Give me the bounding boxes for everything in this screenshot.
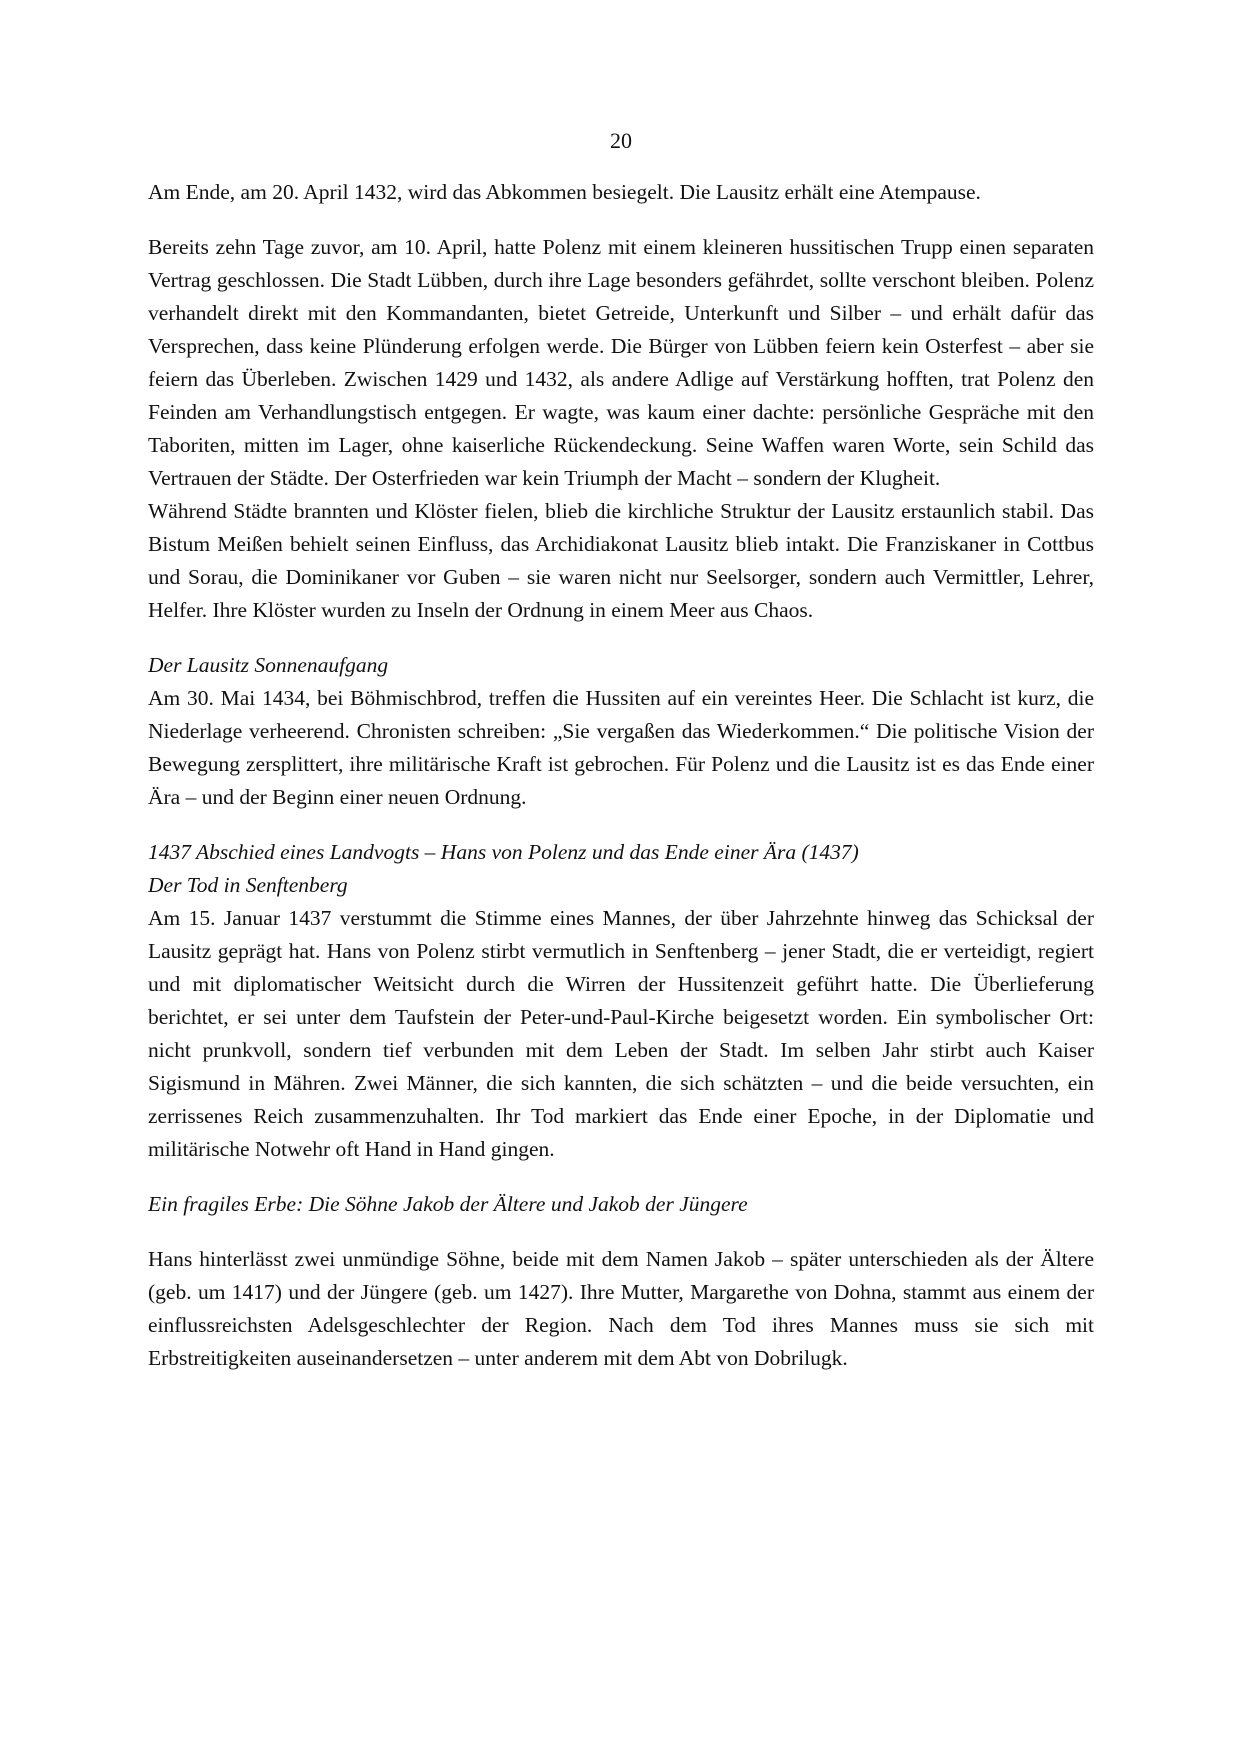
paragraph-3: Während Städte brannten und Klöster fielen, blieb die kirchliche Struktur der Lausitz erstaunlich stabil. Das Bistum Meißen behielt seinen Einfluss, das Archidiakonat Lausitz blieb intakt. Die Franziskaner in Cottbus und Sorau, die Dominikaner vor Guben – sie waren nicht nur Seelsorger, sondern auch Vermittler, Lehrer, Helfer. Ihre Klöster wurden zu Inseln der Ordnung in einem Meer aus Chaos. xyxy=(148,499,1094,622)
page-number: 20 xyxy=(610,128,632,153)
paragraph-1: Am Ende, am 20. April 1432, wird das Abkommen besiegelt. Die Lausitz erhält eine Atempause. xyxy=(148,180,981,204)
section-heading-abschied: 1437 Abschied eines Landvogts – Hans von Polenz und das Ende einer Ära (1437) xyxy=(148,840,859,864)
paragraph-2: Bereits zehn Tage zuvor, am 10. April, hatte Polenz mit einem kleineren hussitischen Trupp einen separaten Vertrag geschlossen. Die Stadt Lübben, durch ihre Lage besonders gefährdet, sollte verschont bleiben. Polenz verhandelt direkt mit den Kommandanten, bietet Getreide, Unterkunft und Silber – und erhält dafür das Versprechen, dass keine Plünderung erfolgen werde. Die Bürger von Lübben feiern kein Osterfest – aber sie feiern das Überleben. Zwischen 1429 und 1432, als andere Adlige auf Verstärkung hofften, trat Polenz den Feinden am Verhandlungstisch entgegen. Er wagte, was kaum einer dachte: persönliche Gespräche mit den Taboriten, mitten im Lager, ohne kaiserliche Rückendeckung. Seine Waffen waren Worte, sein Schild das Vertrauen der Städte. Der Osterfrieden war kein Triumph der Macht – sondern der Klugheit. xyxy=(148,235,1094,490)
paragraph-4: Am 30. Mai 1434, bei Böhmischbrod, treffen die Hussiten auf ein vereintes Heer. Die Schlacht ist kurz, die Niederlage verheerend. Chronisten schreiben: „Sie vergaßen das Wiederkommen.“ Die politische Vision der Bewegung zersplittert, ihre militärische Kraft ist gebrochen. Für Polenz und die Lausitz ist es das Ende einer Ära – und der Beginn einer neuen Ordnung. xyxy=(148,686,1094,809)
paragraph-6: Hans hinterlässt zwei unmündige Söhne, beide mit dem Namen Jakob – später unterschieden als der Ältere (geb. um 1417) und der Jüngere (geb. um 1427). Ihre Mutter, Margarethe von Dohna, stammt aus einem der einflussreichsten Adelsgeschlechter der Region. Nach dem Tod ihres Mannes muss sie sich mit Erbstreitigkeiten auseinandersetzen – unter anderem mit dem Abt von Dobrilugk. xyxy=(148,1247,1094,1370)
subheading-tod-senftenberg: Der Tod in Senftenberg xyxy=(148,873,348,897)
paragraph-5: Am 15. Januar 1437 verstummt die Stimme eines Mannes, der über Jahrzehnte hinweg das Schicksal der Lausitz geprägt hat. Hans von Polenz stirbt vermutlich in Senftenberg – jener Stadt, die er verteidigt, regiert und mit diplomatischer Weitsicht durch die Wirren der Hussitenzeit geführt hatte. Die Überlieferung berichtet, er sei unter dem Taufstein der Peter-und-Paul-Kirche beigesetzt worden. Ein symbolischer Ort: nicht prunkvoll, sondern tief verbunden mit dem Leben der Stadt. Im selben Jahr stirbt auch Kaiser Sigismund in Mähren. Zwei Männer, die sich kannten, die sich schätzten – und die beide versuchten, ein zerrissenes Reich zusammenzuhalten. Ihr Tod markiert das Ende einer Epoche, in der Diplomatie und militärische Notwehr oft Hand in Hand gingen. xyxy=(148,906,1094,1161)
section-heading-erbe: Ein fragiles Erbe: Die Söhne Jakob der Ältere und Jakob der Jüngere xyxy=(148,1192,748,1216)
section-heading-sonnenaufgang: Der Lausitz Sonnenaufgang xyxy=(148,653,389,677)
document-page xyxy=(148,126,1094,1375)
